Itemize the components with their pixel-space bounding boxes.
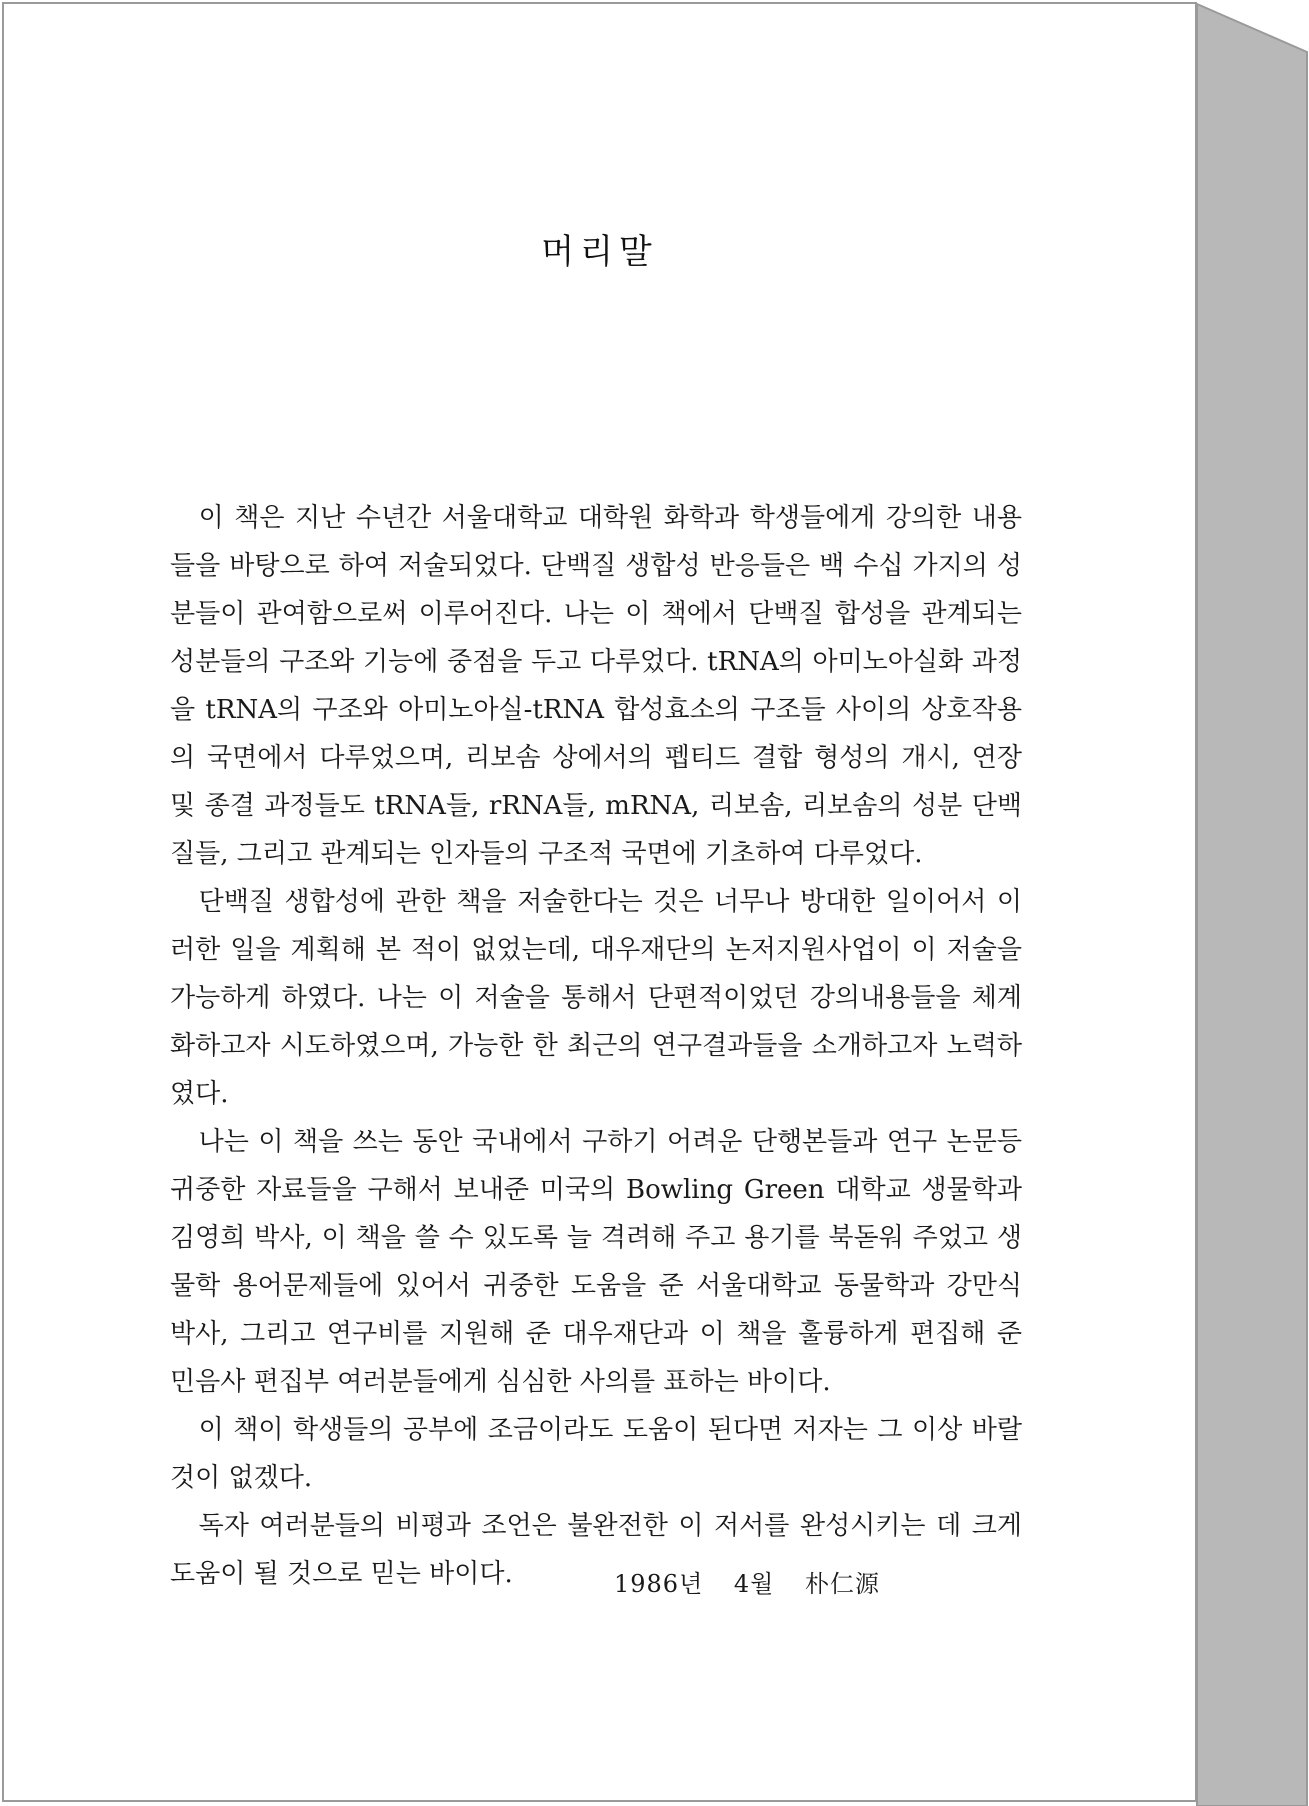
- paragraph: 독자 여러분들의 비평과 조언은 불완전한 이 저서를 완성시키는 데 크게 도움이 될 것으로 믿는 바이다.: [170, 1511, 1022, 1589]
- signature-month: 4월: [733, 1570, 775, 1598]
- paragraph: 이 책이 학생들의 공부에 조금이라도 도움이 된다면 저자는 그 이상 바랄 것이 없겠다.: [170, 1415, 1022, 1493]
- page-title: 머리말: [541, 232, 658, 272]
- signature-year: 1986년: [613, 1570, 704, 1598]
- signature-line: [614, 1564, 880, 1599]
- book-page: [2, 2, 1197, 1802]
- paragraph: 단백질 생합성에 관한 책을 저술한다는 것은 너무나 방대한 일이어서 이러한 일을 계획해 본 적이 없었는데, 대우재단의 논저지원사업이 이 저술을 가능하게 하였다. 나는 이 저술을 통해서 단편적이었던 강의내용들을 체계화하고자 시도하였으며, 가능한 한 최근의 연구결과들을 소개하고자 노력하였다.: [170, 887, 1022, 1109]
- paragraph: 이 책은 지난 수년간 서울대학교 대학원 화학과 학생들에게 강의한 내용들을 바탕으로 하여 저술되었다. 단백질 생합성 반응들은 백 수십 가지의 성분들이 관여함으로써 이루어진다. 나는 이 책에서 단백질 합성을 관계되는 성분들의 구조와 기능에 중점을 두고 다루었다. tRNA의 아미노아실화 과정을 tRNA의 구조와 아미노아실-tRNA 합성효소의 구조들 사이의 상호작용의 국면에서 다루었으며, 리보솜 상에서의 펩티드 결합 형성의 개시, 연장 및 종결 과정들도 tRNA들, rRNA들, mRNA, 리보솜, 리보솜의 성분 단백질들, 그리고 관계되는 인자들의 구조적 국면에 기초하여 다루었다.: [170, 503, 1022, 869]
- preface-body: [170, 494, 1022, 1598]
- signature-author: 朴仁源: [805, 1570, 880, 1598]
- paragraph: 나는 이 책을 쓰는 동안 국내에서 구하기 어려운 단행본들과 연구 논문등 귀중한 자료들을 구해서 보내준 미국의 Bowling Green 대학교 생물학과 김영희 박사, 이 책을 쓸 수 있도록 늘 격려해 주고 용기를 북돋워 주었고 생물학 용어문제들에 있어서 귀중한 도움을 준 서울대학교 동물학과 강만식 박사, 그리고 연구비를 지원해 준 대우재단과 이 책을 훌륭하게 편집해 준 민음사 편집부 여러분들에게 심심한 사의를 표하는 바이다.: [170, 1127, 1022, 1397]
